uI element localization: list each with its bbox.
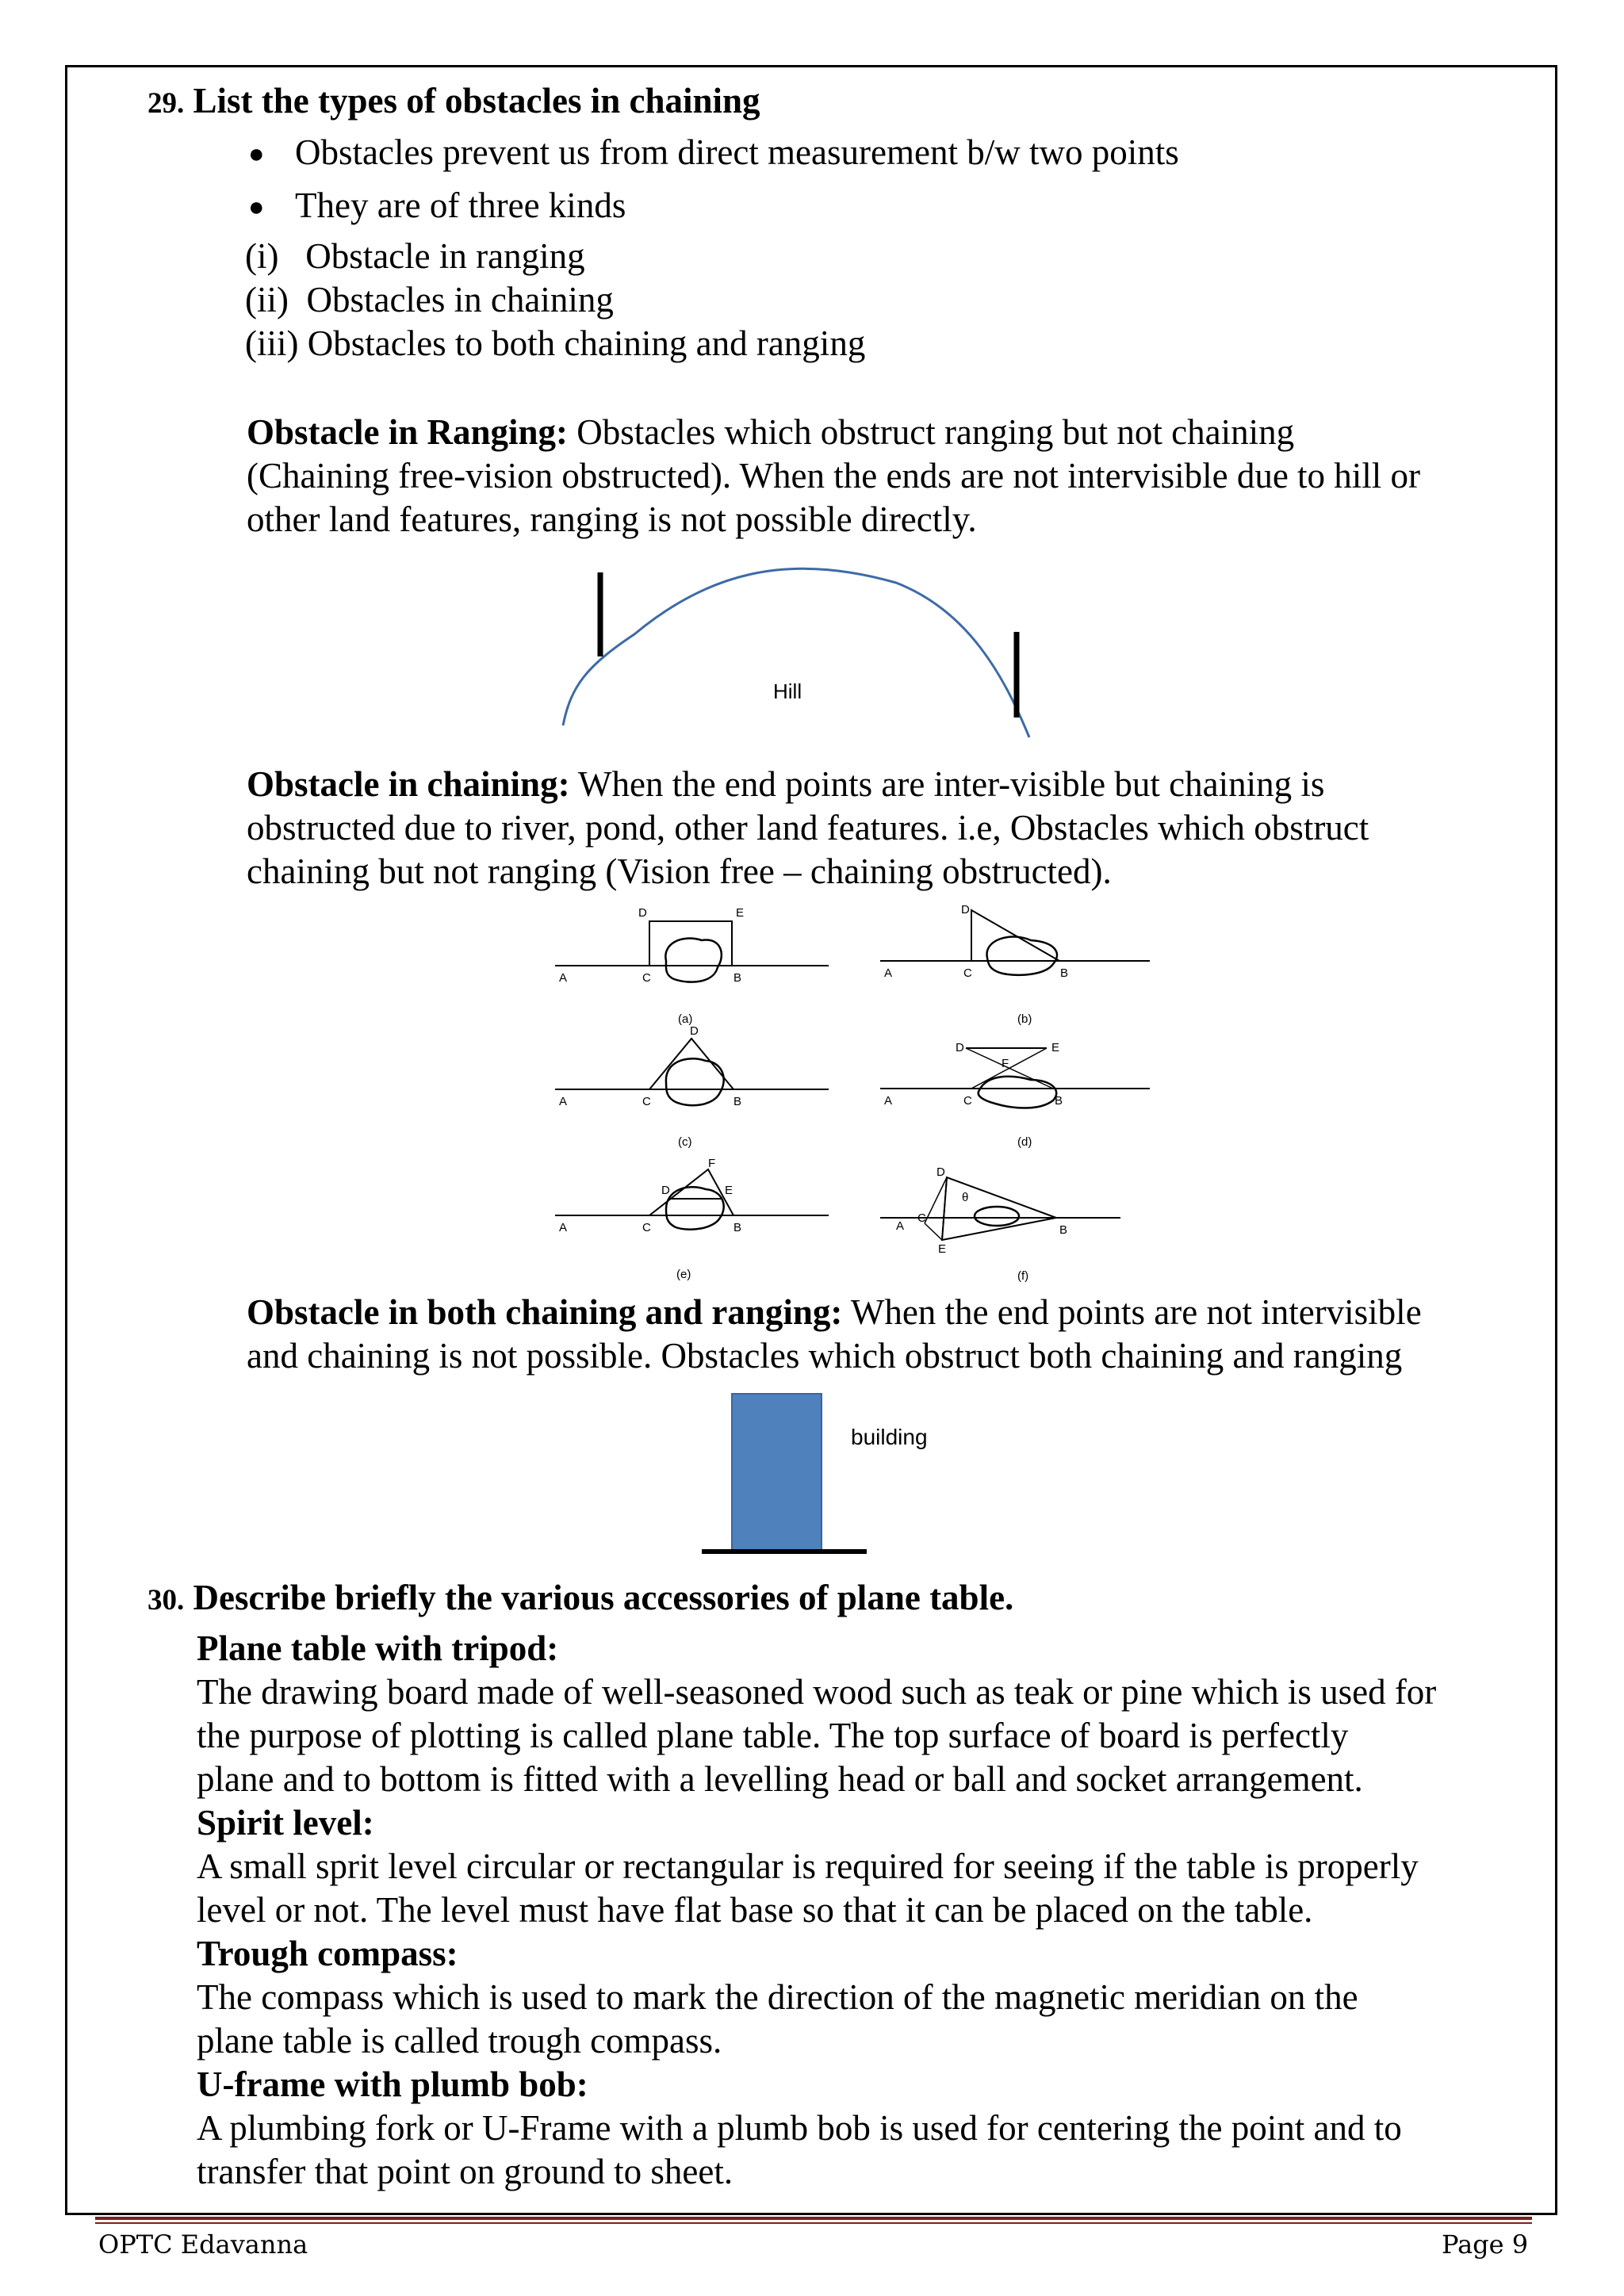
section-heading: Trough compass: (197, 1934, 458, 1973)
paragraph-line: Obstacles which obstruct ranging but not chaining (568, 412, 1295, 452)
point-label: (f) (1017, 1269, 1029, 1283)
figure-d (880, 1041, 1150, 1149)
point-label: D (638, 906, 647, 920)
footer-left: OPTC Edavanna (98, 2229, 308, 2260)
chaining-paragraph (247, 763, 1324, 806)
paragraph-line: obstructed due to river, pond, other land features. i.e, Obstacles which obstruct (247, 808, 1369, 848)
point-label: C (642, 1221, 651, 1234)
hill-label: Hill (773, 679, 802, 703)
question-30-heading (147, 1576, 1013, 1622)
point-label: E (725, 1184, 733, 1197)
footer-rule (95, 2217, 1532, 2220)
point-label: (b) (1017, 1012, 1032, 1026)
bullet-text: Obstacles prevent us from direct measurement b/w two points (295, 132, 1179, 172)
point-label: (e) (676, 1268, 691, 1281)
paragraph-line: A plumbing fork or U-Frame with a plumb bob is used for centering the point and to (197, 2108, 1402, 2148)
paragraph-line: level or not. The level must have flat base so that it can be placed on the table. (197, 1890, 1313, 1930)
bullet-icon: ● (248, 193, 265, 222)
point-label: A (559, 971, 568, 985)
point-label: A (884, 966, 893, 980)
kind-item: (ii) Obstacles in chaining (245, 280, 614, 320)
paragraph-line: transfer that point on ground to sheet. (197, 2152, 733, 2191)
point-label: E (1051, 1041, 1060, 1054)
question-title: List the types of obstacles in chaining (193, 81, 760, 121)
point-label: C (963, 966, 972, 980)
paragraph-line: When the end points are inter-visible but chaining is (569, 764, 1325, 804)
paragraph-line: plane table is called trough compass. (197, 2021, 722, 2061)
ranging-heading: Obstacle in Ranging: (247, 412, 569, 452)
paragraph-line: When the end points are not intervisible (842, 1292, 1422, 1332)
point-label: E (736, 906, 745, 920)
point-label: B (733, 1095, 742, 1108)
paragraph-line: A small sprit level circular or rectangular is required for seeing if the table is properly (197, 1846, 1419, 1886)
kind-item: (i) Obstacle in ranging (245, 236, 585, 276)
paragraph-line: and chaining is not possible. Obstacles which obstruct both chaining and ranging (247, 1336, 1403, 1376)
figure-e (555, 1157, 829, 1281)
paragraph-line: (Chaining free-vision obstructed). When the ends are not intervisible due to hill or (247, 456, 1421, 496)
point-label: θ (962, 1191, 969, 1204)
point-label: C (963, 1094, 972, 1108)
figure-a (555, 906, 829, 1026)
ranging-paragraph (247, 411, 1294, 454)
figure-b (880, 904, 1150, 1026)
point-label: B (1059, 1223, 1068, 1237)
paragraph-line: The drawing board made of well-seasoned wood such as teak or pine which is used for (197, 1672, 1437, 1712)
section-heading: U-frame with plumb bob: (197, 2064, 588, 2104)
question-number: 29. (147, 87, 185, 120)
point-label: A (884, 1094, 893, 1108)
both-paragraph (247, 1291, 1422, 1334)
building-figure (698, 1387, 952, 1562)
point-label: D (661, 1184, 670, 1197)
point-label: E (938, 1242, 947, 1256)
bullet-text: They are of three kinds (295, 186, 626, 225)
figure-f (880, 1165, 1120, 1283)
point-label: A (559, 1095, 568, 1108)
point-label: B (733, 1221, 742, 1234)
point-label: B (1060, 966, 1069, 980)
paragraph-line: the purpose of plotting is called plane table. The top surface of board is perfectly (197, 1716, 1349, 1755)
point-label: D (936, 1165, 945, 1179)
question-29-heading (147, 79, 760, 125)
point-label: (a) (678, 1012, 693, 1026)
figure-c (555, 1024, 829, 1149)
point-label: A (896, 1219, 905, 1233)
paragraph-line: other land features, ranging is not possible directly. (247, 499, 977, 539)
chaining-obstacle-figures (555, 904, 1158, 1284)
question-title: Describe briefly the various accessories of plane table. (193, 1578, 1014, 1617)
section-heading: Spirit level: (197, 1803, 374, 1843)
point-label: D (690, 1024, 699, 1038)
page-number: Page 9 (1442, 2229, 1529, 2260)
hill-figure (547, 555, 1055, 753)
point-label: C (642, 1095, 651, 1108)
paragraph-line: chaining but not ranging (Vision free – chaining obstructed). (247, 851, 1112, 891)
section-heading: Plane table with tripod: (197, 1628, 559, 1668)
footer-rule (95, 2222, 1532, 2224)
point-label: B (733, 971, 742, 985)
paragraph-line: plane and to bottom is fitted with a levelling head or ball and socket arrangement. (197, 1759, 1363, 1799)
point-label: C (917, 1211, 926, 1225)
point-label: C (642, 971, 651, 985)
point-label: A (559, 1221, 568, 1234)
point-label: F (1002, 1057, 1009, 1070)
point-label: B (1055, 1094, 1063, 1108)
kind-item: (iii) Obstacles to both chaining and ranging (245, 323, 866, 363)
point-label: (c) (678, 1135, 692, 1149)
hill-curve (563, 568, 1029, 737)
building-block (732, 1394, 822, 1552)
point-label: F (708, 1157, 716, 1170)
chaining-heading: Obstacle in chaining: (247, 764, 570, 804)
point-label: (d) (1017, 1135, 1032, 1149)
point-label: D (961, 904, 970, 916)
bullet-icon: ● (248, 140, 265, 169)
paragraph-line: The compass which is used to mark the direction of the magnetic meridian on the (197, 1977, 1358, 2017)
both-heading: Obstacle in both chaining and ranging: (247, 1292, 843, 1332)
building-label: building (851, 1425, 928, 1449)
point-label: D (956, 1041, 964, 1054)
question-number: 30. (147, 1584, 185, 1617)
